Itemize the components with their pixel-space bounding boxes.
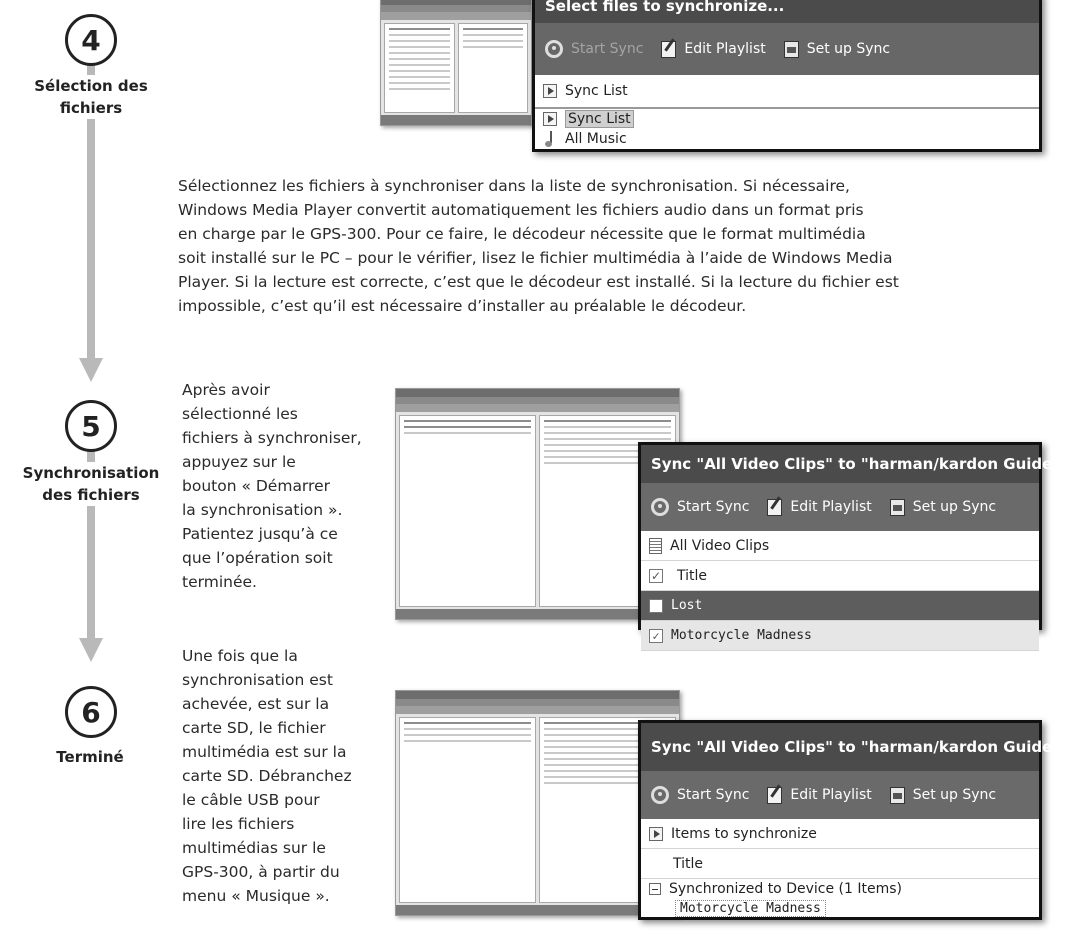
edit-playlist-button[interactable]: [767, 499, 871, 516]
sync-panel-zoom: [532, 0, 1042, 152]
list-icon: [649, 538, 662, 554]
text-line: sélectionné les: [182, 405, 298, 423]
step-title-line: des fichiers: [42, 486, 140, 504]
text-line: multimédias sur le: [182, 839, 326, 857]
step-title: [8, 462, 174, 506]
table-row[interactable]: [641, 591, 1039, 621]
row-title: Motorcycle Madness: [675, 900, 826, 917]
step-number-badge: [65, 686, 117, 738]
text-line: Une fois que la: [182, 647, 298, 665]
sync-panel-zoom: [638, 720, 1081, 920]
text-line: fichiers à synchroniser,: [182, 429, 362, 447]
column-header-row: [641, 849, 1039, 879]
text-line: lire les fichiers: [182, 815, 295, 833]
text-line: en charge par le GPS-300. Pour ce faire, le décodeur nécessite que le format multimédia: [178, 225, 866, 243]
table-row[interactable]: [641, 621, 1039, 651]
text-line: appuyez sur le: [182, 453, 296, 471]
column-header-row: [641, 561, 1039, 591]
step-number: 4: [81, 23, 101, 57]
text-line: Windows Media Player convertit automatiquement les fichiers audio dans un format pris: [178, 201, 864, 219]
button-label: Start Sync: [677, 787, 750, 803]
music-note-icon: [543, 131, 557, 147]
text-line: que l’opération soit: [182, 549, 333, 567]
sync-toolbar: [641, 771, 1039, 819]
button-label: Start Sync: [677, 499, 750, 515]
setup-icon: [890, 499, 905, 516]
play-icon: [543, 84, 557, 98]
set-up-sync-button[interactable]: [890, 787, 996, 804]
sync-icon: [545, 40, 563, 58]
set-up-sync-button[interactable]: [784, 41, 890, 58]
sync-list-dropdown[interactable]: [535, 75, 1039, 109]
wmp-screenshot-thumbnail: [380, 0, 532, 126]
start-sync-button[interactable]: [651, 786, 749, 804]
text-line: Après avoir: [182, 381, 270, 399]
text-line: Player. Si la lecture est correcte, c’est que le décodeur est installé. Si la lecture du fichier est: [178, 273, 899, 291]
step-title: [40, 746, 140, 768]
sync-list-dropdown[interactable]: [641, 819, 1039, 849]
step-title-line: Synchronisation: [22, 464, 160, 482]
text-line: carte SD. Débranchez: [182, 767, 352, 785]
list-selector[interactable]: [641, 531, 1039, 561]
step-arrow-down: [79, 358, 103, 382]
row-label: Sync List: [565, 110, 634, 128]
group-row[interactable]: [641, 879, 1039, 899]
row-checkbox[interactable]: [649, 599, 663, 613]
column-header-title: Title: [677, 567, 708, 584]
play-icon: [649, 827, 663, 841]
set-up-sync-button[interactable]: [890, 499, 996, 516]
text-line: terminée.: [182, 573, 257, 591]
collapse-icon[interactable]: [649, 883, 661, 895]
panel-title: Select files to synchronize...: [535, 0, 1039, 23]
step-title-line: Terminé: [56, 748, 124, 766]
sync-panel-zoom: [638, 442, 1081, 643]
list-item[interactable]: [535, 109, 1039, 129]
text-line: synchronisation est: [182, 671, 333, 689]
sync-icon: [651, 786, 669, 804]
text-line: soit installé sur le PC – pour le vérifier, lisez le fichier multimédia à l’aide de Windows Media: [178, 249, 893, 267]
button-label: Edit Playlist: [790, 787, 872, 803]
text-line: multimédia est sur la: [182, 743, 347, 761]
select-all-checkbox[interactable]: ✓: [650, 568, 662, 583]
text-line: bouton « Démarrer: [182, 477, 330, 495]
list-item[interactable]: [535, 129, 1039, 149]
setup-icon: [784, 41, 799, 58]
row-title: Lost: [671, 598, 703, 613]
sync-toolbar: [535, 23, 1039, 75]
text-line: achevée, est sur la: [182, 695, 330, 713]
edit-icon: [661, 41, 676, 58]
edit-playlist-button[interactable]: [661, 41, 765, 58]
edit-icon: [767, 499, 782, 516]
text-line: le câble USB pour: [182, 791, 320, 809]
start-sync-button[interactable]: [545, 40, 643, 58]
panel-title: Sync "All Video Clips" to "harman/kardon Guide+Pl: [641, 445, 1039, 483]
step-title-line: Sélection des: [34, 77, 148, 95]
setup-icon: [890, 787, 905, 804]
table-row[interactable]: [641, 899, 1039, 917]
row-checkbox[interactable]: ✓: [649, 629, 663, 643]
column-header-title: Title: [673, 855, 704, 872]
button-label: Edit Playlist: [684, 41, 766, 57]
step-number-badge: [65, 400, 117, 452]
step-arrow-down: [79, 638, 103, 662]
row-label: Synchronized to Device (1 Items): [669, 881, 902, 897]
step-number: 5: [81, 409, 101, 443]
row-title: Motorcycle Madness: [671, 628, 812, 643]
step5-paragraph: [182, 378, 382, 594]
step6-paragraph: [182, 644, 382, 908]
panel-title: Sync "All Video Clips" to "harman/kardon Guide+Pl: [641, 723, 1039, 771]
text-line: Patientez jusqu’à ce: [182, 525, 338, 543]
text-line: la synchronisation ».: [182, 501, 343, 519]
text-line: impossible, c’est qu’il est nécessaire d’installer au préalable le décodeur.: [178, 297, 747, 315]
play-icon: [543, 112, 557, 126]
row-label: Items to synchronize: [671, 825, 817, 842]
step-number: 6: [81, 695, 101, 729]
step-title-line: fichiers: [59, 99, 123, 117]
text-line: carte SD, le fichier: [182, 719, 326, 737]
sync-toolbar: [641, 483, 1039, 531]
text-line: menu « Musique ».: [182, 887, 330, 905]
button-label: Set up Sync: [806, 41, 891, 57]
button-label: Set up Sync: [912, 499, 997, 515]
text-line: Sélectionnez les fichiers à synchroniser dans la liste de synchronisation. Si nécessaire,: [178, 177, 850, 195]
row-label: All Music: [565, 131, 627, 147]
button-label: Start Sync: [571, 41, 644, 57]
step-number-badge: [65, 14, 117, 66]
text-line: GPS-300, à partir du: [182, 863, 340, 881]
start-sync-button[interactable]: [651, 498, 749, 516]
edit-playlist-button[interactable]: [767, 787, 871, 804]
step-title: [20, 75, 162, 119]
sync-icon: [651, 498, 669, 516]
button-label: Set up Sync: [912, 787, 997, 803]
step4-paragraph: [178, 174, 1038, 318]
row-label: Sync List: [565, 83, 628, 99]
button-label: Edit Playlist: [790, 499, 872, 515]
row-label: All Video Clips: [670, 537, 770, 554]
edit-icon: [767, 787, 782, 804]
